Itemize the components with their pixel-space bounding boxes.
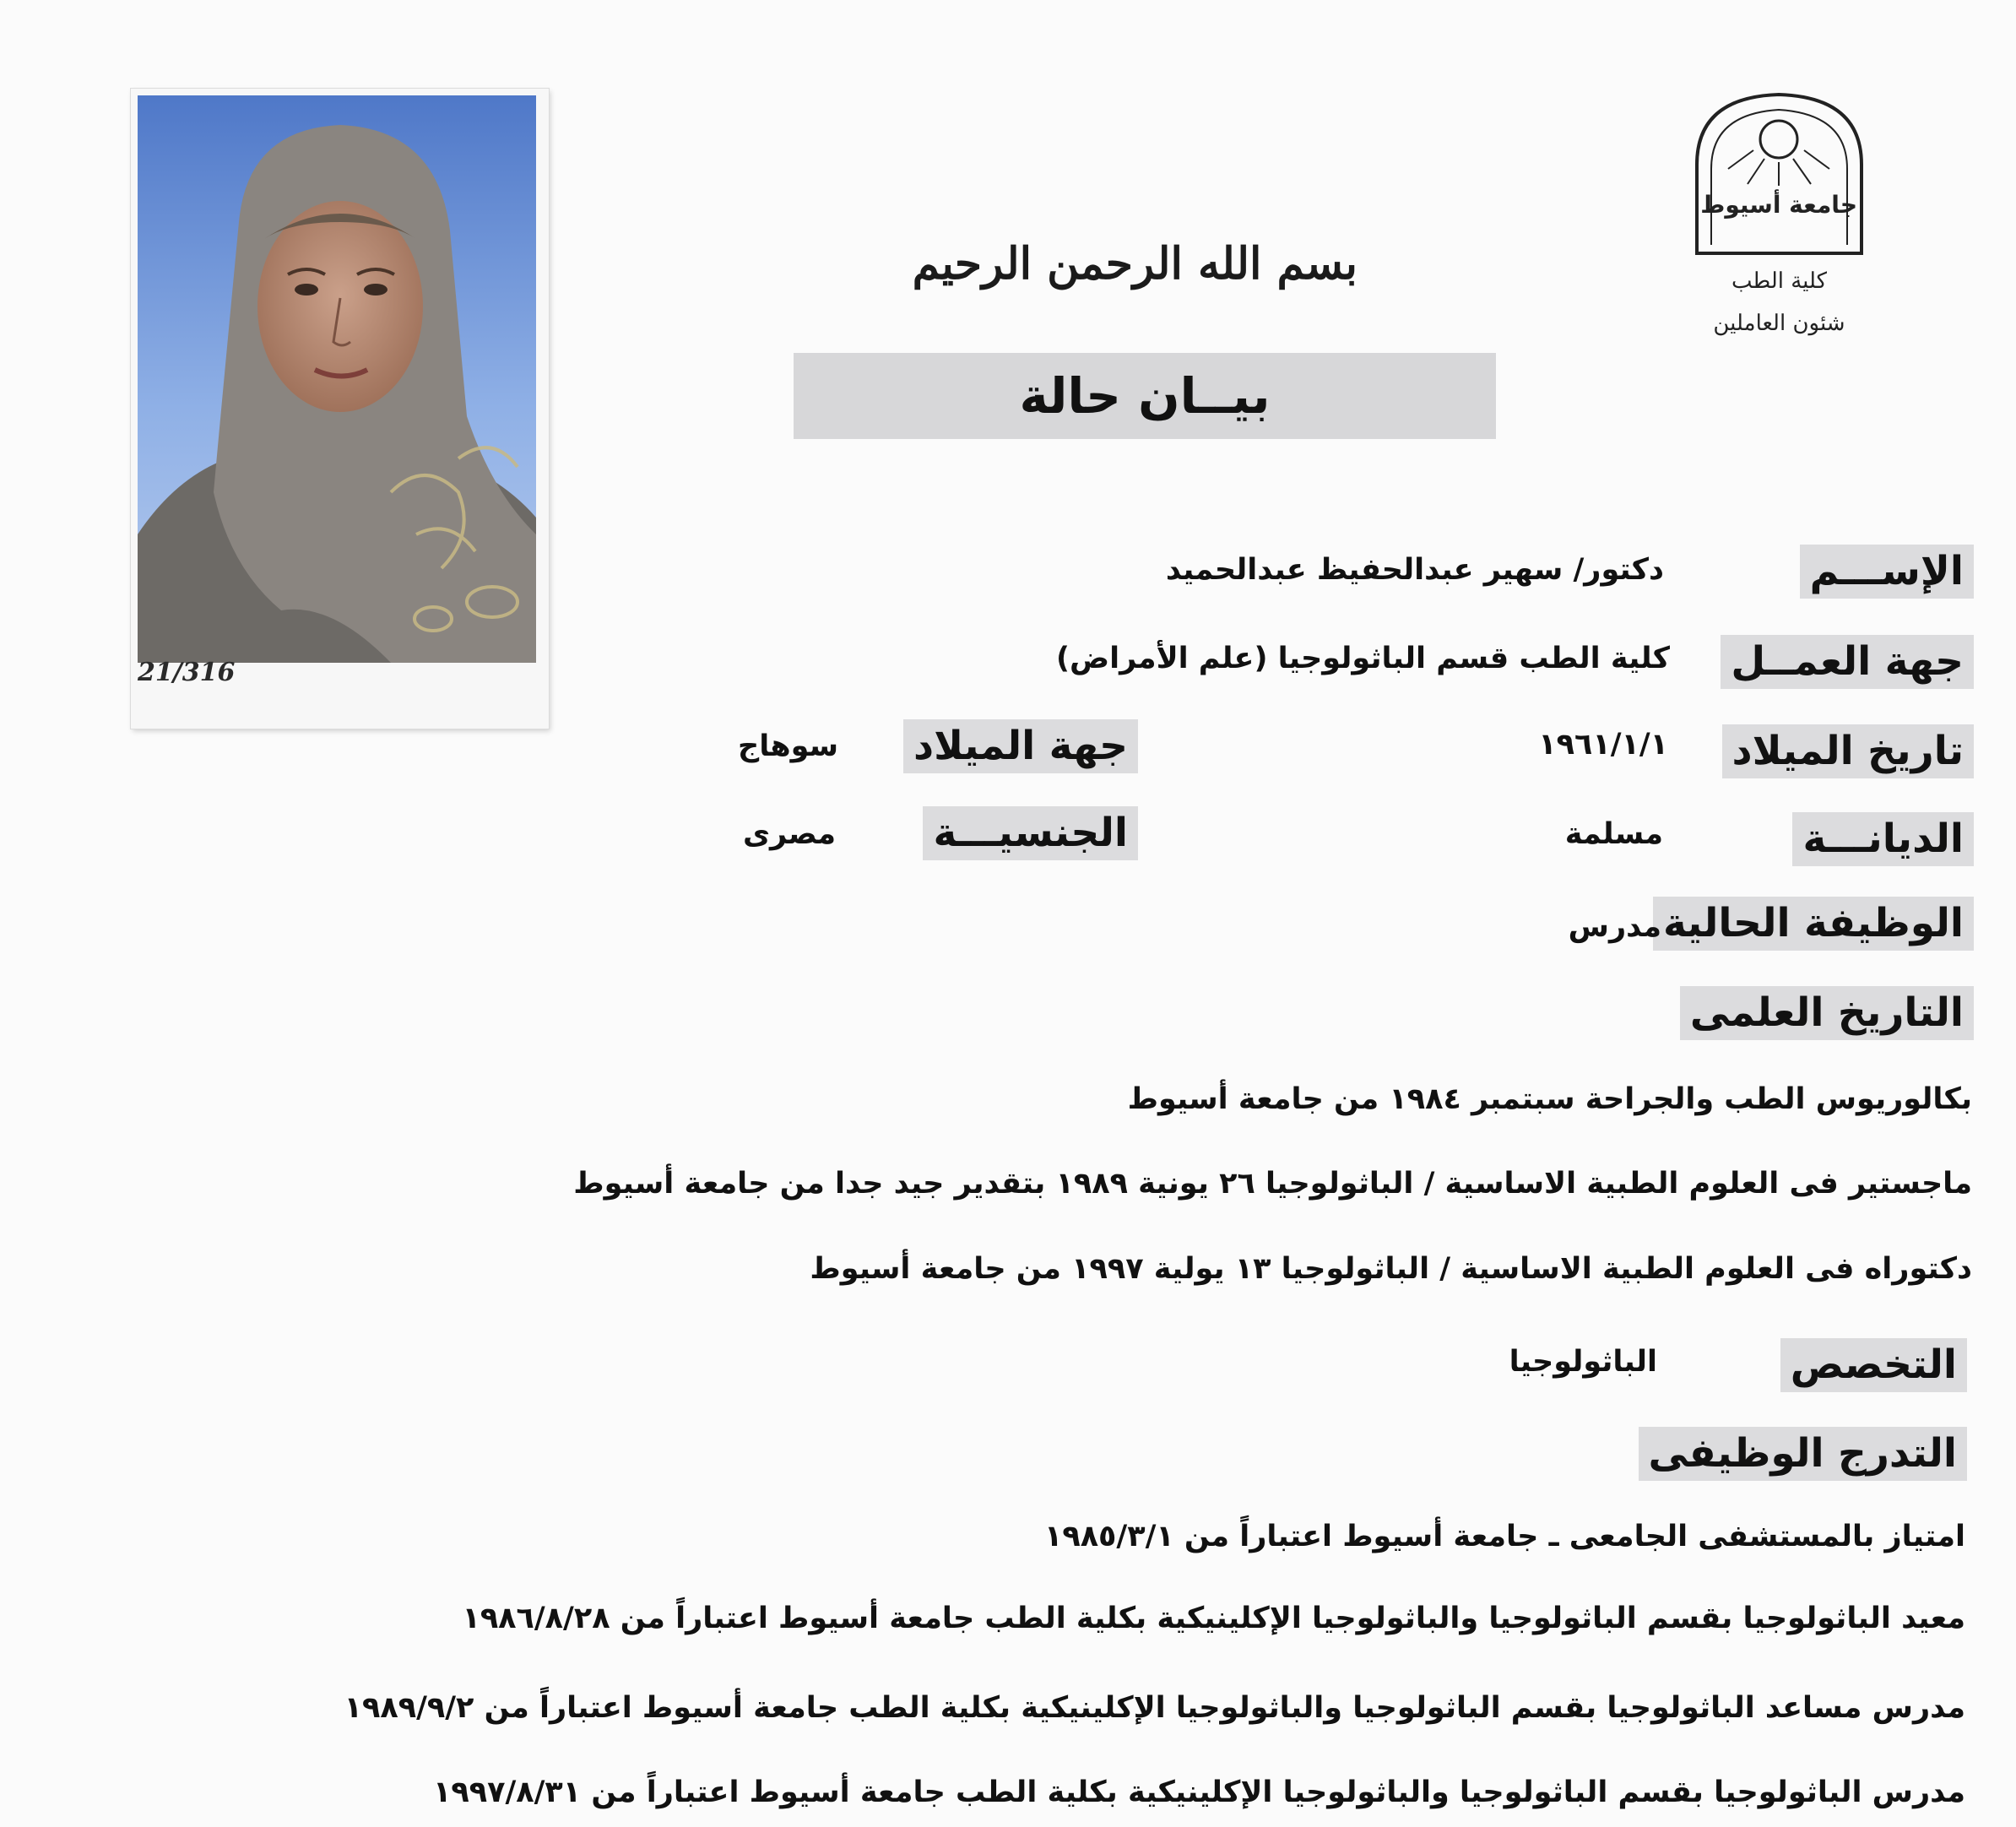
academic-history-label: التاريخ العلمى [1680,986,1974,1040]
name-label: الإســـم [1800,545,1974,599]
academic-history-item: ماجستير فى العلوم الطبية الاساسية / الباثولوجيا ٢٦ يونية ١٩٨٩ بتقدير جيد جدا من جامعة أسيوط [573,1167,1972,1201]
seal-faculty-name: كلية الطب [1731,268,1828,294]
seal-university-name: جامعة أسيوط [1700,191,1857,219]
birth-place-value: سوهاج [738,729,838,763]
workplace-label: جهة العمــل [1721,635,1974,689]
workplace-value: كلية الطب قسم الباثولوجيا (علم الأمراض) [1056,642,1670,675]
nationality-label: الجنسيـــة [923,806,1138,860]
seal-department-name: شئون العاملين [1713,311,1845,336]
religion-value: مسلمة [1564,817,1663,851]
birth-place-label: جهة الميلاد [903,719,1138,773]
career-item: امتياز بالمستشفى الجامعى ـ جامعة أسيوط اعتباراً من ١٩٨٥/٣/١ [1043,1520,1965,1553]
career-progression-label: التدرج الوظيفى [1639,1427,1967,1481]
career-item: مدرس الباثولوجيا بقسم الباثولوجيا والباثولوجيا الإكلينيكية بكلية الطب جامعة أسيوط اعتباراً من ١٩٩٧/٨/٣١ [433,1775,1965,1809]
name-value: دكتور/ سهير عبدالحفيظ عبدالحميد [1165,553,1664,587]
career-item: مدرس مساعد الباثولوجيا بقسم الباثولوجيا والباثولوجيا الإكلينيكية بكلية الطب جامعة أسيوط اعتباراً من ١٩٨٩/٩/٢ [344,1691,1965,1725]
nationality-value: مصرى [742,817,836,851]
career-item: معيد الباثولوجيا بقسم الباثولوجيا والباثولوجيا الإكلينيكية بكلية الطب جامعة أسيوط اعتباراً من ١٩٨٦/٨/٢٨ [462,1602,1965,1635]
specialty-label: التخصص [1780,1338,1967,1392]
religion-label: الديانـــة [1792,812,1974,866]
document-title: بيــان حالة [1019,367,1271,425]
photo-card [131,89,549,729]
specialty-value: الباثولوجيا [1509,1345,1657,1379]
university-seal [1676,84,1883,363]
photo-caption: 21/316 [138,658,236,687]
basmala-heading: بسم الله الرحمن الرحيم [912,238,1358,290]
portrait-photo [138,95,536,663]
academic-history-item: بكالوريوس الطب والجراحة سبتمبر ١٩٨٤ من جامعة أسيوط [1127,1082,1972,1116]
birth-date-label: تاريخ الميلاد [1722,724,1975,778]
document-title-box [794,353,1496,439]
academic-history-item: دكتوراه فى العلوم الطبية الاساسية / الباثولوجيا ١٣ يولية ١٩٩٧ من جامعة أسيوط [810,1252,1972,1286]
birth-date-value: ١٩٦١/١/١ [1538,728,1668,762]
current-position-label: الوظيفة الحالية [1653,897,1974,951]
current-position-value: مدرس [1568,910,1661,944]
